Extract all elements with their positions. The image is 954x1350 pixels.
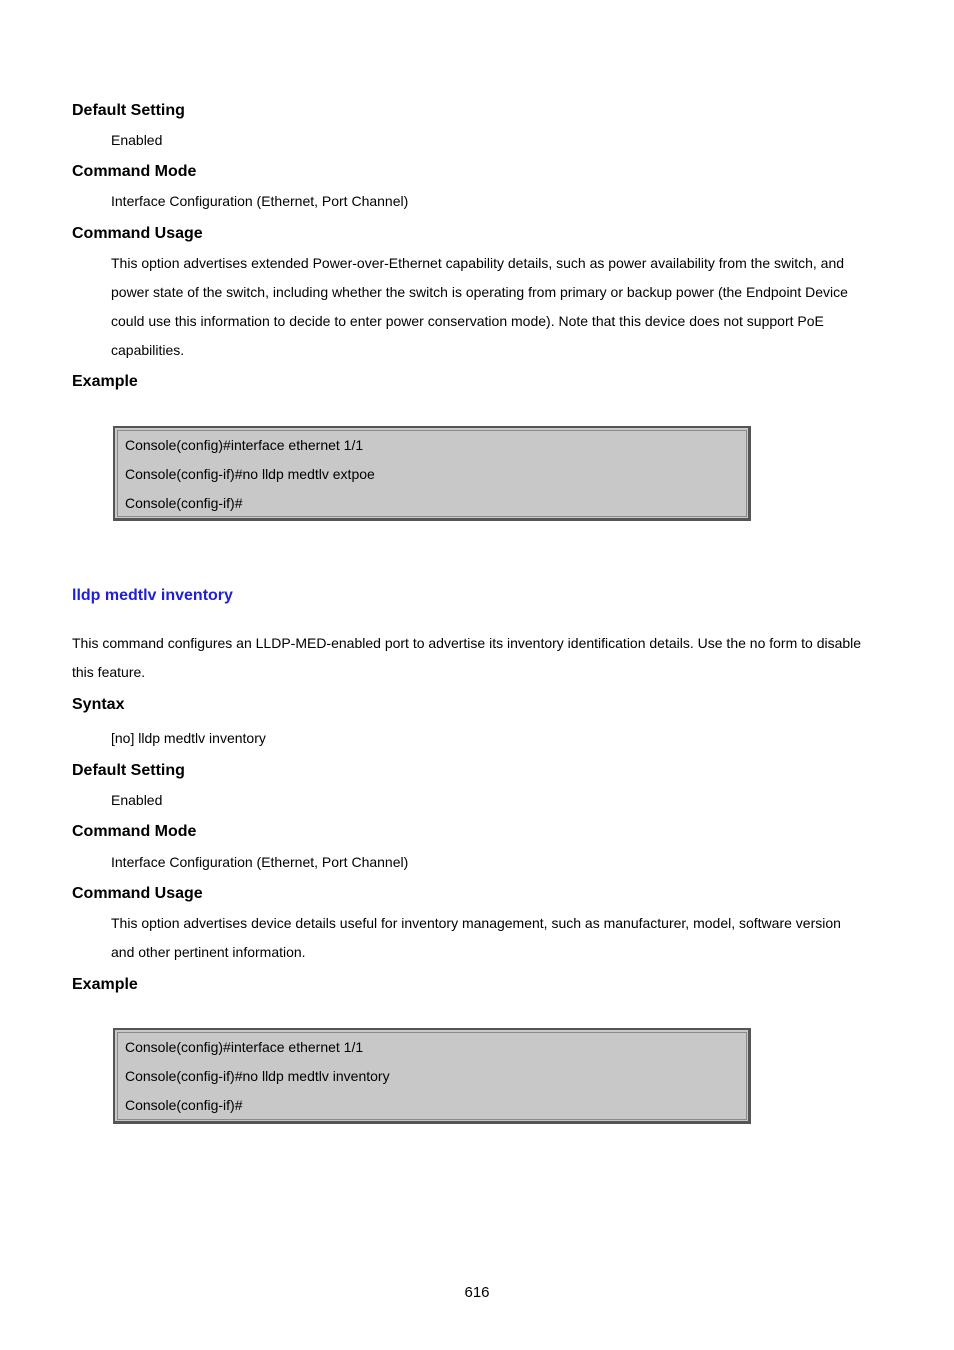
code-line: Console(config-if)#no lldp medtlv extpoe bbox=[125, 466, 375, 482]
command-mode-value: Interface Configuration (Ethernet, Port Channel) bbox=[111, 854, 409, 870]
example-code-box bbox=[113, 426, 751, 521]
code-line: Console(config)#interface ethernet 1/1 bbox=[125, 1039, 364, 1055]
code-line: Console(config)#interface ethernet 1/1 bbox=[125, 437, 364, 453]
code-line: Console(config-if)# bbox=[125, 495, 243, 511]
page-number: 616 bbox=[464, 1284, 490, 1301]
command-usage-line: This option advertises device details useful for inventory management, such as manufacturer, model, software version bbox=[111, 915, 841, 931]
command-usage-heading: Command Usage bbox=[72, 885, 203, 902]
default-setting-value: Enabled bbox=[111, 792, 163, 808]
example-heading: Example bbox=[72, 373, 138, 390]
command-usage-heading: Command Usage bbox=[72, 225, 203, 242]
syntax-value: [no] lldp medtlv inventory bbox=[111, 730, 266, 746]
default-setting-value: Enabled bbox=[111, 132, 163, 148]
command-usage-line: and other pertinent information. bbox=[111, 944, 306, 960]
command-mode-heading: Command Mode bbox=[72, 823, 197, 840]
example-code-box bbox=[113, 1028, 751, 1124]
command-usage-line: power state of the switch, including whether the switch is operating from primary or backup power (the Endpoint Device bbox=[111, 284, 848, 300]
code-line: Console(config-if)#no lldp medtlv inventory bbox=[125, 1068, 390, 1084]
syntax-heading: Syntax bbox=[72, 696, 125, 713]
command-usage-line: could use this information to decide to enter power conservation mode). Note that this device does not support PoE bbox=[111, 313, 824, 329]
description-line: This command configures an LLDP-MED-enabled port to advertise its inventory identification details. Use the no form to disable bbox=[72, 635, 862, 651]
code-line: Console(config-if)# bbox=[125, 1097, 243, 1113]
default-setting-heading: Default Setting bbox=[72, 102, 185, 119]
command-usage-line: This option advertises extended Power-over-Ethernet capability details, such as power availability from the switch, and bbox=[111, 255, 845, 271]
description-line: this feature. bbox=[72, 664, 146, 680]
command-mode-value: Interface Configuration (Ethernet, Port Channel) bbox=[111, 193, 409, 209]
command-mode-heading: Command Mode bbox=[72, 163, 197, 180]
default-setting-heading: Default Setting bbox=[72, 762, 185, 779]
command-usage-line: capabilities. bbox=[111, 342, 185, 358]
command-title: lldp medtlv inventory bbox=[72, 587, 233, 604]
example-heading: Example bbox=[72, 976, 138, 993]
